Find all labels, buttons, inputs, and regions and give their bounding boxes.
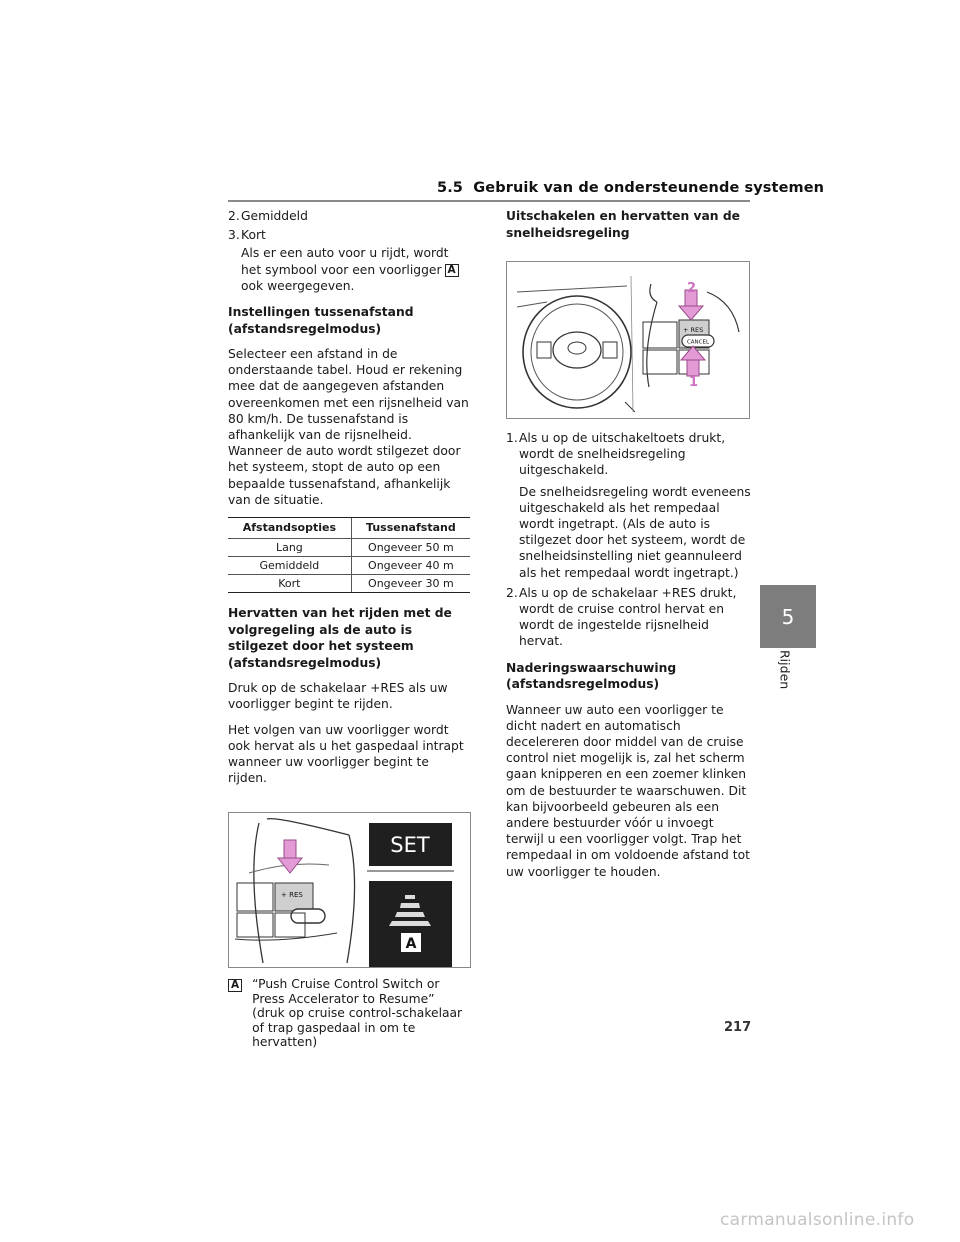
list-text: Als u op de schakelaar +RES drukt, wordt de cruise control hervat en wordt de ingestelde rijsnelheid hervat. [519, 585, 737, 649]
table-cell: Gemiddeld [228, 557, 351, 575]
chapter-label [770, 650, 800, 698]
section-header [437, 180, 824, 196]
chapter-label-text: Rijden [777, 650, 793, 690]
table-row [228, 575, 470, 593]
callout-tag: A [445, 264, 459, 277]
note-text-pre: Als er een auto voor u rijdt, wordt het symbool voor een voorligger [241, 246, 449, 277]
note-text-post: ook weergegeven. [241, 278, 355, 293]
steering-wheel-illustration [507, 262, 750, 419]
table-row [228, 539, 470, 557]
table-row [228, 557, 470, 575]
chapter-tab[interactable] [760, 585, 816, 648]
page-number: 217 [724, 1020, 752, 1035]
list-number: 2. [228, 209, 240, 223]
paragraph-accelerator: Het volgen van uw voorligger wordt ook hervat als u het gaspedaal intrapt wanneer uw voorligger begint te rijden. [228, 722, 464, 786]
figure-note [228, 977, 470, 1050]
right-column [506, 208, 751, 880]
marker-2: 2 [687, 281, 697, 296]
list-number: 2. [506, 585, 518, 600]
cancel-button-label: CANCEL [686, 339, 710, 346]
table-cell: Ongeveer 30 m [351, 575, 470, 593]
table-header: Tussenafstand [351, 518, 470, 539]
marker-1: 1 [689, 375, 699, 390]
distance-table [228, 517, 470, 593]
list-text: Gemiddeld [241, 209, 308, 223]
left-column [228, 208, 470, 1050]
list-subtext: De snelheidsregeling wordt eveneens uitgeschakeld als het rempedaal wordt ingetrapt. (Als de auto is stilgezet door het systeem, wordt de snelheidsinstelling niet geannuleerd als het rempedaal wordt ingetrapt.) [519, 484, 751, 580]
table-header-row [228, 518, 470, 539]
list-item [228, 208, 470, 224]
paragraph-approach-warning: Wanneer uw auto een voorligger te dicht nadert en automatisch decelereren door middel van de cruise control niet mogelijk is, zal het scherm gaan knipperen en een zoemer klinken om de bestuurder te waarschuwen. Dit kan bijvoorbeeld gebeuren als een andere bestuurder vóór u invoegt terwijl u een voorligger volgt. Trap het rempedaal in om voldoende afstand tot uw voorligger te houden. [506, 702, 750, 879]
list-text: Kort [241, 228, 266, 243]
header-rule [228, 200, 750, 202]
chapter-number: 5 [781, 604, 795, 629]
res-button-label: + RES [683, 326, 704, 334]
res-button-label: + RES [281, 891, 303, 900]
list-item [506, 585, 751, 650]
list-text: Als u op de uitschakeltoets drukt, wordt de snelheidsregeling uitgeschakeld. [519, 431, 726, 478]
section-number: 5.5 [437, 180, 463, 196]
figure-cancel-switch [506, 261, 750, 419]
table-cell: Lang [228, 539, 351, 557]
heading-cancel-resume: Uitschakelen en hervatten van de snelheidsregeling [506, 209, 740, 240]
callout-tag: A [228, 979, 242, 992]
paragraph-distance: Selecteer een afstand in de onderstaande tabel. Houd er rekening mee dat de aangegeven afstanden overeenkomen met een rijsnelheid van 80 km/h. De tussenafstand is afhankelijk van de rijsnelheid. Wanneer de auto wordt stilgezet door het systeem, stopt de auto op een bepaalde tussenafstand, afhankelijk van de situatie. [228, 347, 469, 507]
heading-distance-settings: Instellingen tussenafstand (afstandsregelmodus) [228, 305, 414, 336]
res-switch-illustration [229, 813, 471, 968]
list-item [506, 430, 751, 479]
set-display-text: SET [390, 833, 430, 858]
section-title: Gebruik van de ondersteunende systemen [473, 180, 825, 196]
table-header: Afstandsopties [228, 518, 351, 539]
watermark: carmanualsonline.info [720, 1210, 915, 1230]
callout-a-label: A [405, 936, 417, 953]
table-cell: Ongeveer 50 m [351, 539, 470, 557]
paragraph-resume: Druk op de schakelaar +RES als uw voorligger begint te rijden. [228, 681, 448, 712]
list-number: 1. [506, 431, 518, 445]
list-number: 3. [228, 228, 240, 243]
list-item [228, 227, 470, 243]
figure-res-switch [228, 812, 471, 968]
heading-approach-warning: Naderingswaarschuwing (afstandsregelmodus) [506, 660, 677, 692]
heading-resume-following: Hervatten van het rijden met de volgregeling als de auto is stilgezet door het systeem (afstandsregelmodus) [228, 606, 452, 670]
figure-note-text: “Push Cruise Control Switch or Press Accelerator to Resume” (druk op cruise control-schakelaar of trap gaspedaal in om te hervatten) [252, 977, 463, 1050]
list-note [241, 245, 470, 294]
table-cell: Ongeveer 40 m [351, 557, 470, 575]
table-cell: Kort [228, 575, 351, 593]
